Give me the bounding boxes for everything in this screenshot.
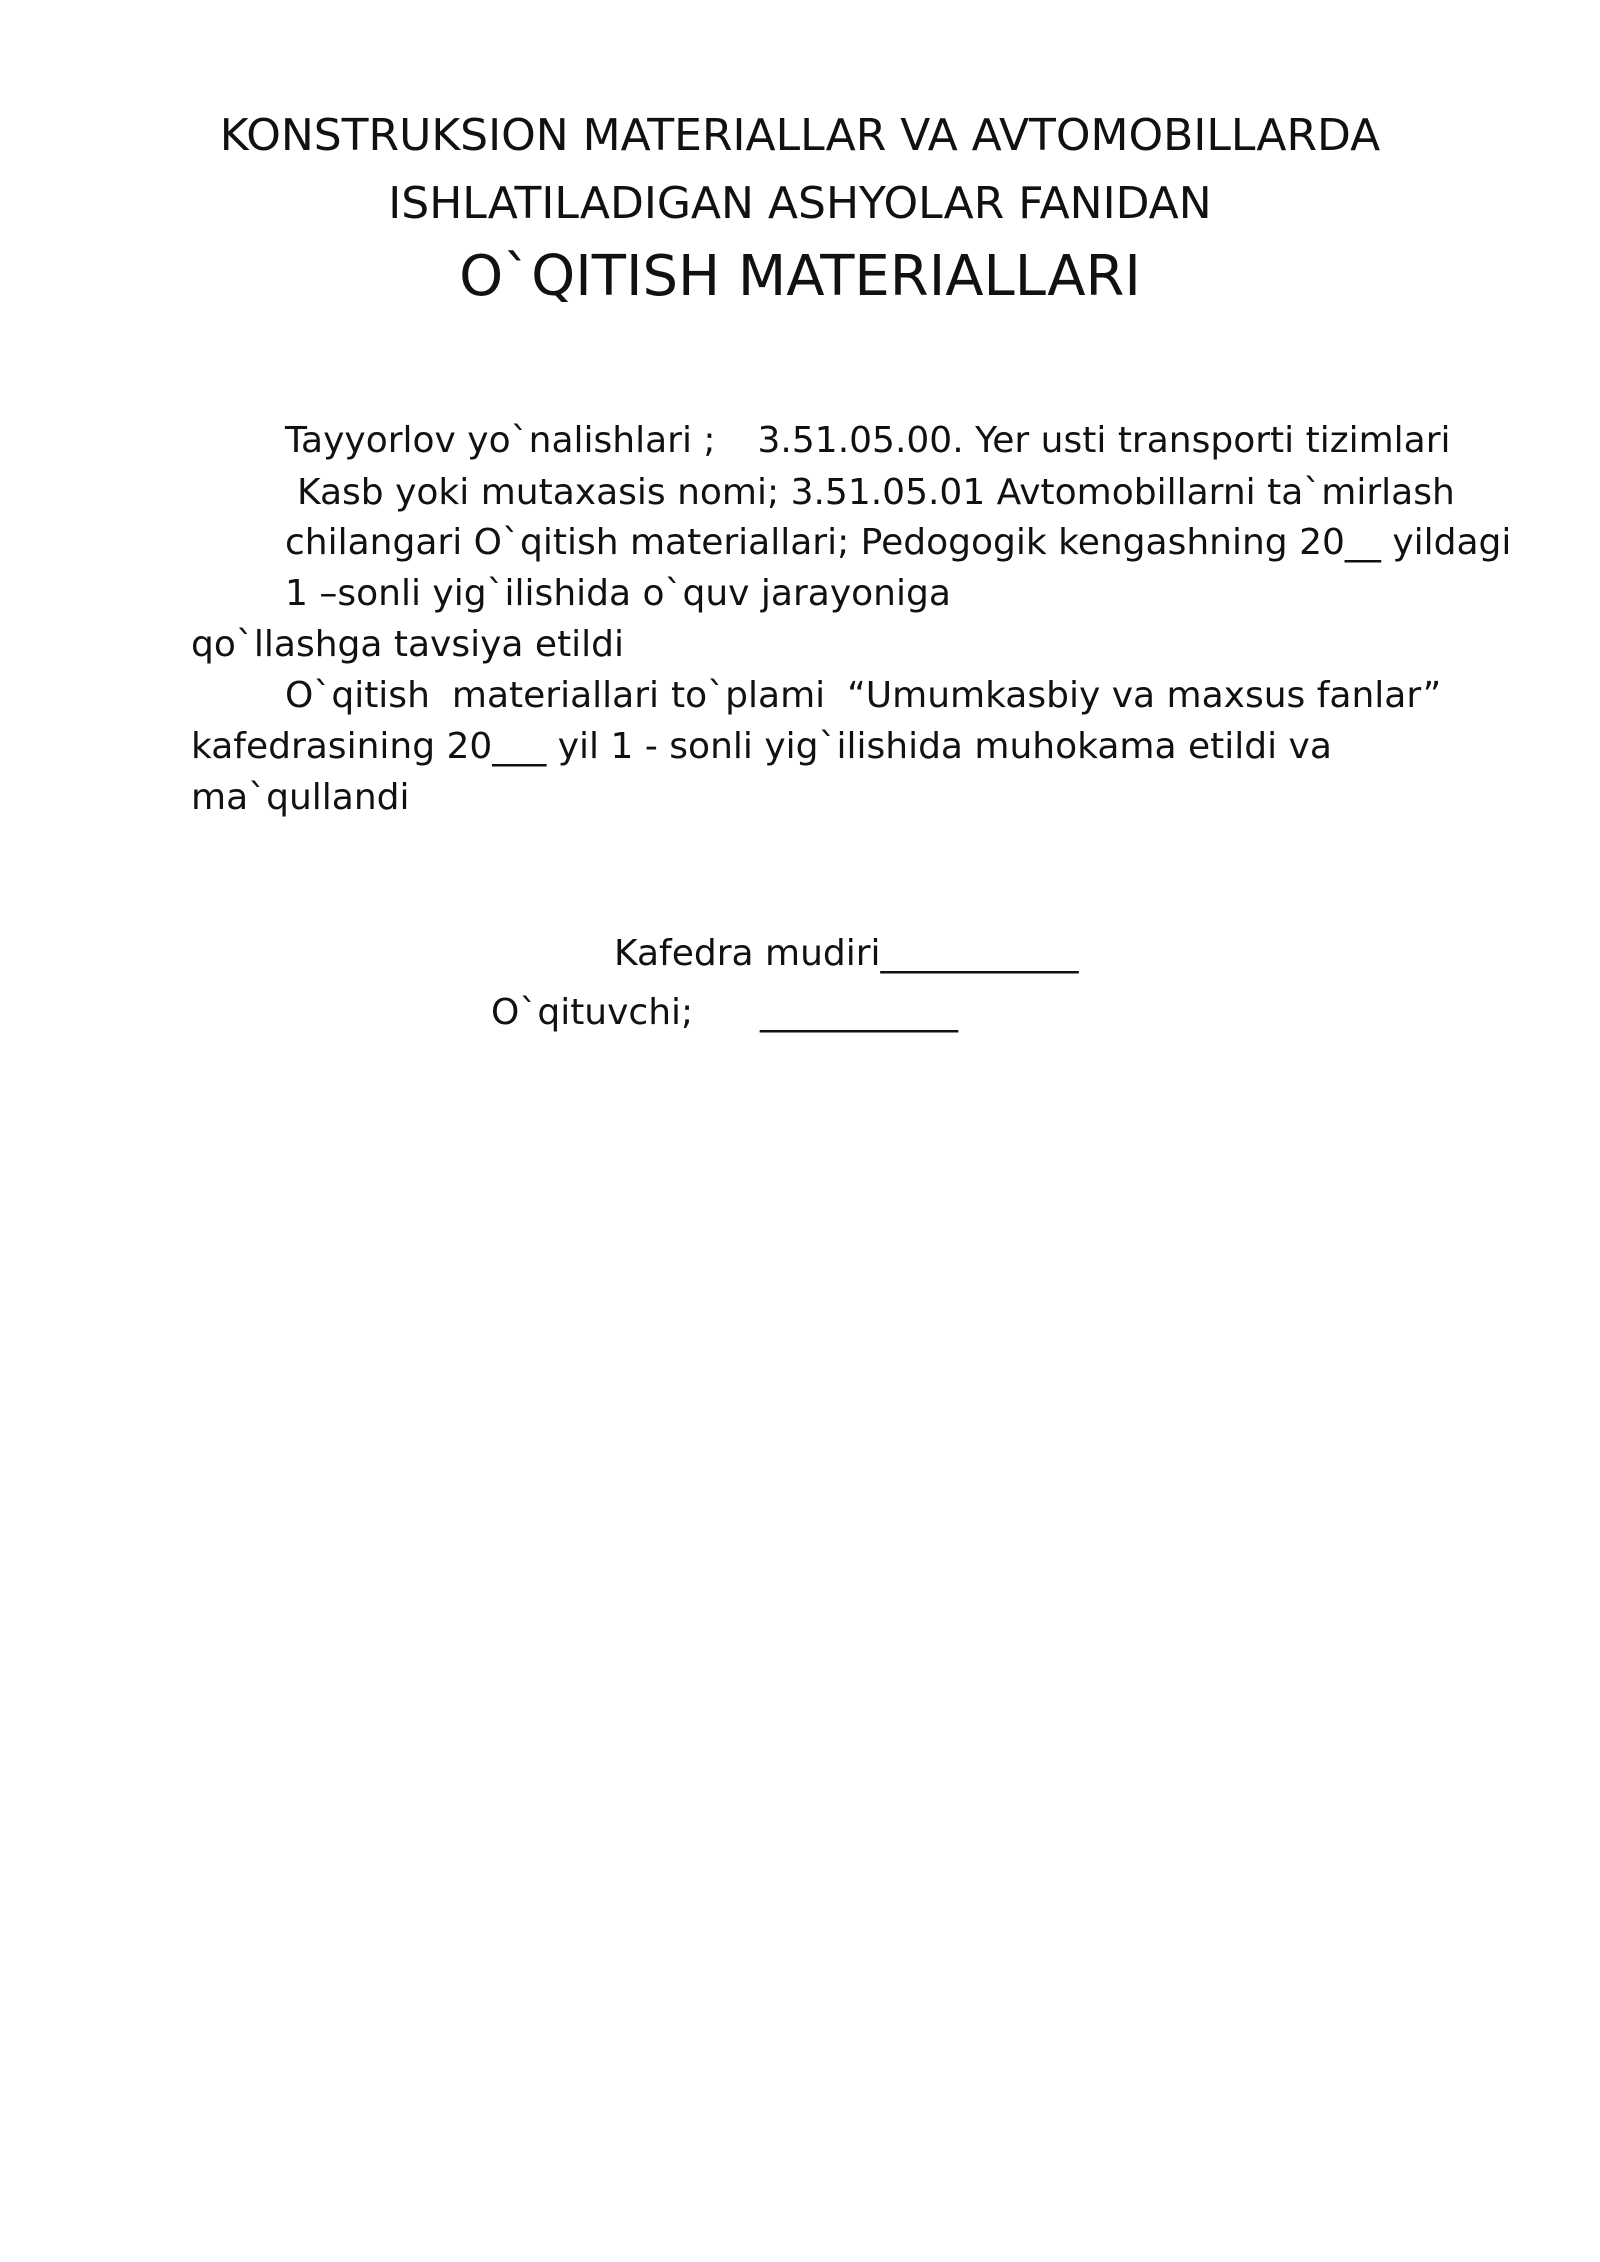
department-line-3: ma`qullandi [191, 777, 410, 818]
title-line-2: ISHLATILADIGAN ASHYOLAR FANIDAN [388, 178, 1212, 229]
training-direction-value: 3.51.05.00. Yer usti transporti tizimlari [757, 420, 1451, 461]
department-name: “Umumkasbiy va maxsus fanlar” [847, 675, 1442, 716]
training-direction-line [285, 418, 1451, 464]
title-line-1: KONSTRUKSION MATERIALLAR VA AVTOMOBILLARDA [219, 110, 1381, 161]
profession-line: Kasb yoki mutaxasis nomi; 3.51.05.01 Avtomobillarni ta`mirlash [297, 472, 1455, 513]
text-oqitish: O`qitish [285, 675, 430, 716]
teacher-signature-label: O`qituvchi; [491, 992, 694, 1033]
text-toplami: to`plami [671, 675, 826, 716]
training-direction-label: Tayyorlov yo`nalishlari ; [285, 420, 716, 461]
text-materiallari: materiallari [451, 675, 660, 716]
approval-line-3: qo`llashga tavsiya etildi [191, 624, 625, 665]
head-of-department-signature: Kafedra mudiri___________ [614, 933, 1079, 974]
document-title: O`QITISH MATERIALLARI [459, 244, 1141, 309]
teacher-signature-blank: ___________ [760, 992, 958, 1033]
department-line-1 [285, 673, 1441, 719]
department-line-2: kafedrasining 20___ yil 1 - sonli yig`ilishida muhokama etildi va [191, 726, 1332, 767]
approval-line-1: chilangari O`qitish materiallari; Pedogogik kengashning 20__ yildagi [285, 522, 1512, 563]
approval-line-2: 1 –sonli yig`ilishida o`quv jarayoniga [285, 573, 951, 614]
